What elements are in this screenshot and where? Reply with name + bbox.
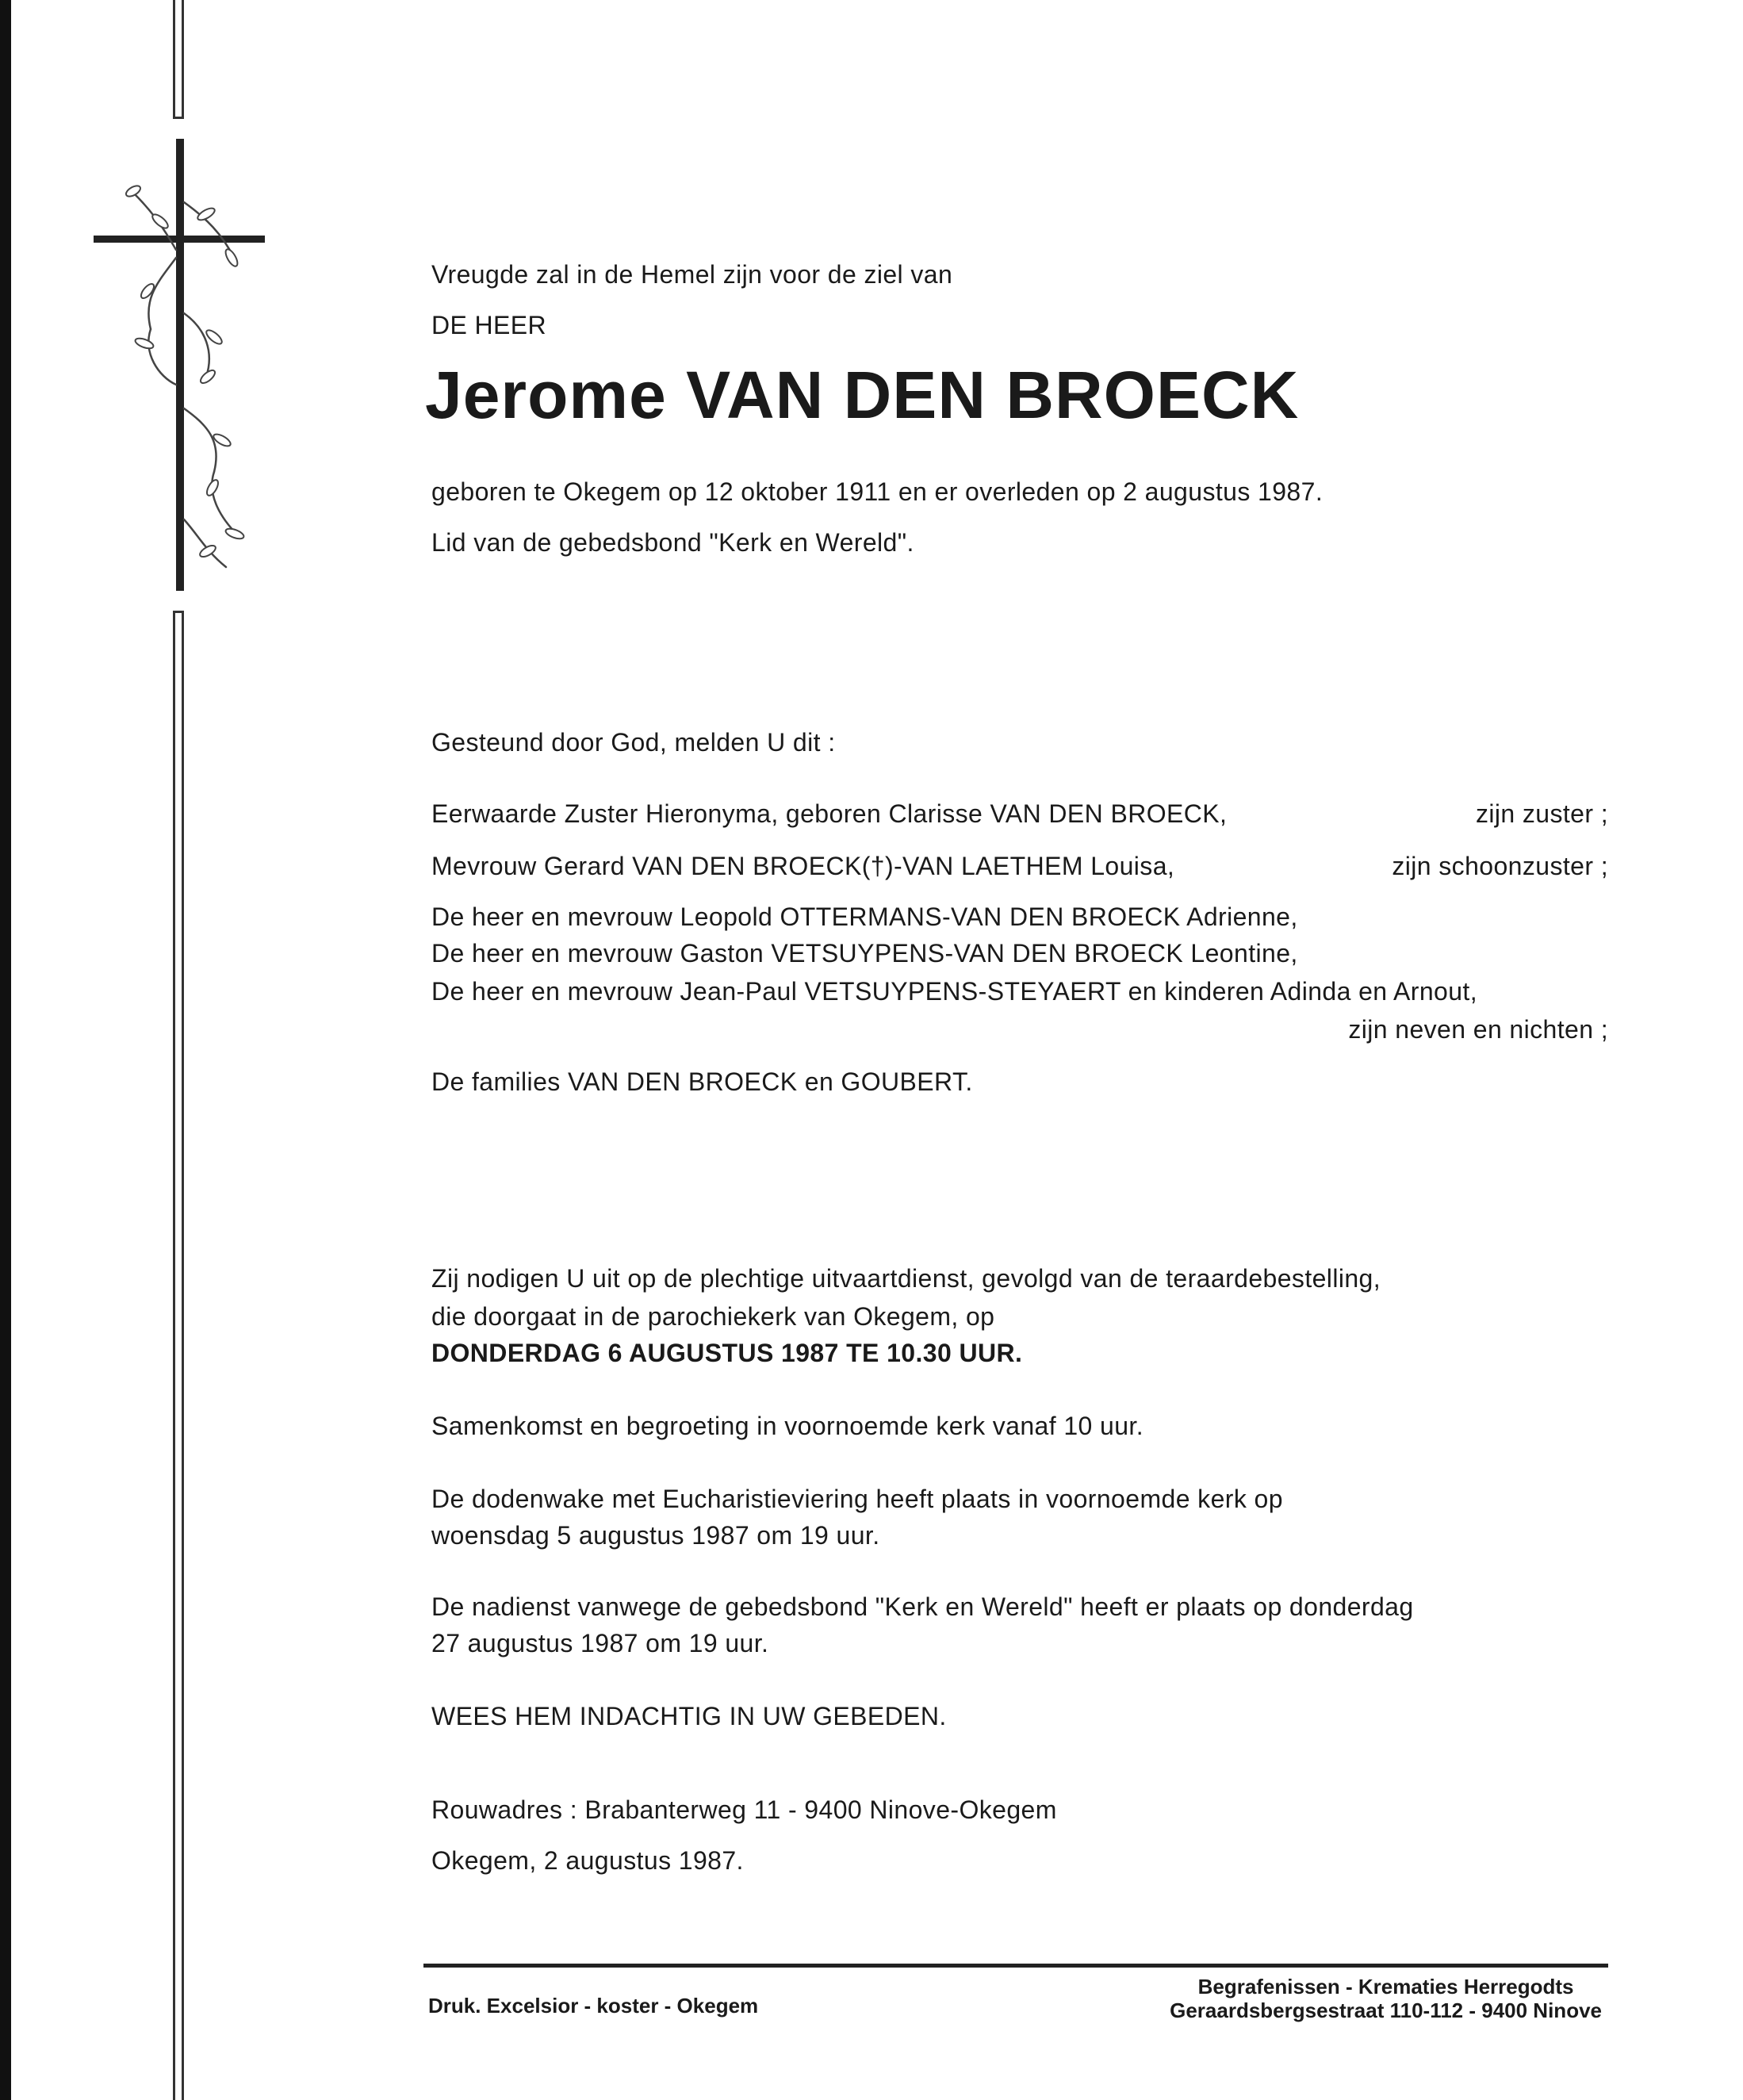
cross-with-vine-icon xyxy=(87,139,270,591)
undertaker-line-2: Geraardsbergsestraat 110-112 - 9400 Ninove xyxy=(1170,1998,1602,2022)
memorial-line-1: De nadienst vanwege de gebedsbond "Kerk en Wereld" heeft er plaats op donderdag xyxy=(431,1592,1414,1621)
invitation-line-2: die doorgaat in de parochiekerk van Okegem, op xyxy=(431,1302,995,1331)
wake-line-1: De dodenwake met Eucharistieviering heeft plaats in voornoemde kerk op xyxy=(431,1485,1283,1513)
relative-relation: zijn neven en nichten ; xyxy=(1348,1015,1608,1044)
vertical-rule-top xyxy=(173,0,184,119)
wake-line-2: woensdag 5 augustus 1987 om 19 uur. xyxy=(431,1521,880,1550)
undertaker-credit xyxy=(1170,1975,1602,2022)
relative-names: De heer en mevrouw Leopold OTTERMANS-VAN DEN BROECK Adrienne, xyxy=(431,902,1298,931)
relative-relation: zijn schoonzuster ; xyxy=(1392,852,1608,880)
families-line: De families VAN DEN BROECK en GOUBERT. xyxy=(431,1067,973,1096)
footer-rule xyxy=(423,1964,1608,1968)
deceased-name: Jerome VAN DEN BROECK xyxy=(425,358,1300,432)
funeral-date-time: DONDERDAG 6 AUGUSTUS 1987 TE 10.30 UUR. xyxy=(431,1339,1023,1367)
invitation-line-1: Zij nodigen U uit op de plechtige uitvaartdienst, gevolgd van de teraardebestelling, xyxy=(431,1264,1381,1293)
honorific: DE HEER xyxy=(431,311,547,339)
intro-line: Vreugde zal in de Hemel zijn voor de ziel van xyxy=(431,260,953,289)
vertical-rule-bottom xyxy=(173,611,184,2100)
printer-credit: Druk. Excelsior - koster - Okegem xyxy=(428,1994,759,2018)
birth-death-line: geboren te Okegem op 12 oktober 1911 en er overleden op 2 augustus 1987. xyxy=(431,477,1324,506)
gathering-line: Samenkomst en begroeting in voornoemde kerk vanaf 10 uur. xyxy=(431,1412,1143,1440)
remember-line: WEES HEM INDACHTIG IN UW GEBEDEN. xyxy=(431,1702,947,1730)
membership-line: Lid van de gebedsbond "Kerk en Wereld". xyxy=(431,528,914,557)
relative-relation: zijn zuster ; xyxy=(1475,799,1608,828)
undertaker-line-1: Begrafenissen - Krematies Herregodts xyxy=(1197,1975,1574,1998)
relative-names: De heer en mevrouw Jean-Paul VETSUYPENS-STEYAERT en kinderen Adinda en Arnout, xyxy=(431,977,1477,1006)
page-edge-border xyxy=(0,0,11,2100)
mourning-address: Rouwadres : Brabanterweg 11 - 9400 Ninove-Okegem xyxy=(431,1795,1057,1824)
relative-names: Eerwaarde Zuster Hieronyma, geboren Clarisse VAN DEN BROECK, xyxy=(431,799,1228,828)
memorial-line-2: 27 augustus 1987 om 19 uur. xyxy=(431,1629,769,1657)
announcers-intro: Gesteund door God, melden U dit : xyxy=(431,728,836,757)
place-date: Okegem, 2 augustus 1987. xyxy=(431,1846,744,1875)
relative-names: Mevrouw Gerard VAN DEN BROECK(†)-VAN LAETHEM Louisa, xyxy=(431,852,1175,880)
relative-names: De heer en mevrouw Gaston VETSUYPENS-VAN DEN BROECK Leontine, xyxy=(431,939,1298,968)
